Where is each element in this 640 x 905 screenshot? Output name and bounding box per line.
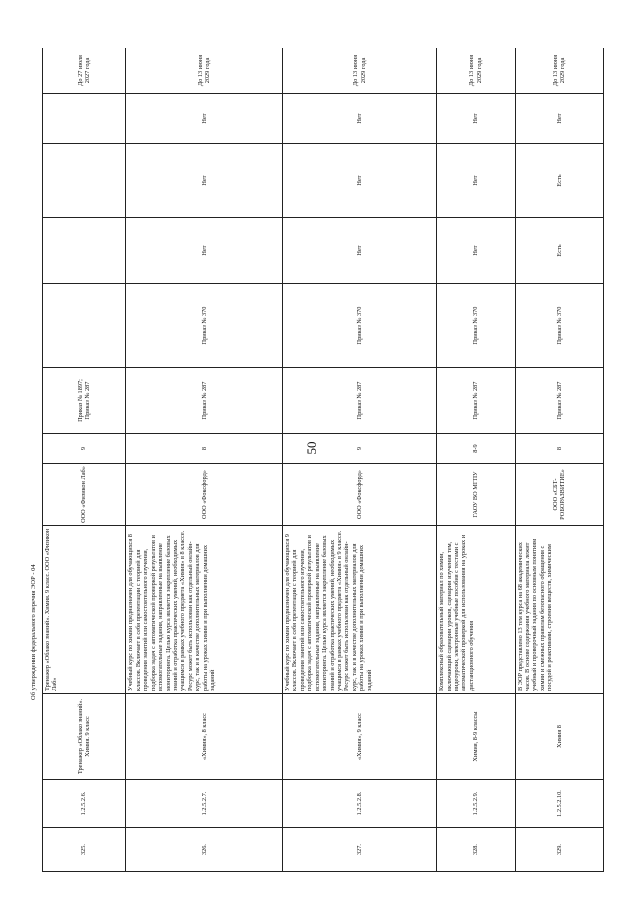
row-col-b: Нет: [126, 144, 283, 218]
row-order-2: Приказ № 370: [437, 284, 515, 368]
row-title: Химия 8: [515, 694, 603, 780]
row-code: 1.2.5.2.10.: [515, 780, 603, 828]
row-description: Тренажер «Облако знаний». Химия. 9 класс. ООО «Физикон Лаб»: [43, 526, 126, 694]
row-number: 325.: [43, 828, 126, 872]
row-code: 1.2.5.2.9.: [437, 780, 515, 828]
row-order-1: Приказ № 287: [437, 368, 515, 434]
row-description: Учебный курс по химии предназначен для обучающихся 8 классов. Включает в себя презентации с теорией для проведения занятий или самостоятельного изучения, подборка задач с автоматической проверкой результатов и вспомогательные задания, направленные на выявление мониторинга. Целью курса является закрепление базовых знаний и отработка практических умений, необходимых учащимся в рамках учебного предмета «Химия» в 8 классе. Ресурс может быть использован как отдельный онлайн-курс, так и в качестве дополнительных материалов для работы на уроках химии и при выполнении домашних заданий: [126, 526, 283, 694]
row-title: Тренажер «Облако знаний». Химия. 9 класс: [43, 694, 126, 780]
row-code: 1.2.5.2.7.: [126, 780, 283, 828]
row-description: Учебный курс по химии предназначен для обучающихся 9 классов. Включает в себя презентации с теорией для проведения занятий или самостоятельного изучения, подборка задач с автоматической проверкой результатов и вспомогательные задания, направленные на выявление мониторинга. Целью курса является закрепление базовых знаний и отработка практических умений, необходимых учащимся в рамках учебного предмета «Химия» в 9 классе. Ресурс может быть использован как отдельный онлайн-курс, так и в качестве дополнительных материалов для работы на уроках химии и при выполнении домашних заданий: [283, 526, 437, 694]
table-body: [43, 48, 604, 872]
row-date: До 27 июля 2027 года: [43, 48, 126, 94]
row-col-a: Нет: [437, 218, 515, 284]
row-code: 1.2.5.2.6.: [43, 780, 126, 828]
row-col-c: Нет: [437, 94, 515, 144]
row-order-1: Приказ № 287: [283, 368, 437, 434]
row-col-a: Нет: [283, 218, 437, 284]
row-order-2: Приказ № 370: [515, 284, 603, 368]
row-grade: 8: [126, 434, 283, 464]
table-row: [126, 48, 283, 872]
row-col-b: Нет: [437, 144, 515, 218]
row-number: 328.: [437, 828, 515, 872]
row-order-1: Приказ № 1897; Приказ № 287: [43, 368, 126, 434]
row-date: До 13 июня 2029 года: [437, 48, 515, 94]
row-col-b: Есть: [515, 144, 603, 218]
row-col-c: Нет: [515, 94, 603, 144]
rotated-table-container: [42, 48, 604, 872]
row-organization: ООО «СБТ-РОБОРАЗВИТИЕ»: [515, 464, 603, 526]
row-order-1: Приказ № 287: [126, 368, 283, 434]
row-grade: 8-9: [437, 434, 515, 464]
row-order-2: Приказ № 370: [283, 284, 437, 368]
row-organization: ГАОУ ВО МГПУ: [437, 464, 515, 526]
row-grade: 9: [283, 434, 437, 464]
row-order-2: [43, 284, 126, 368]
row-date: До 13 июня 2029 года: [283, 48, 437, 94]
table-row: [437, 48, 515, 872]
row-col-a: [43, 218, 126, 284]
row-col-c: [43, 94, 126, 144]
row-title: Химия, 8-9 классы: [437, 694, 515, 780]
row-col-b: [43, 144, 126, 218]
row-col-b: Нет: [283, 144, 437, 218]
row-order-2: Приказ № 370: [126, 284, 283, 368]
row-grade: 9: [43, 434, 126, 464]
table-frame: [42, 48, 604, 872]
row-title: «Химия», 8 класс: [126, 694, 283, 780]
row-organization: ООО «Физикон Лаб»: [43, 464, 126, 526]
row-col-a: Есть: [515, 218, 603, 284]
row-number: 327.: [283, 828, 437, 872]
row-col-c: Нет: [283, 94, 437, 144]
page-number: 50: [304, 441, 319, 455]
row-grade: 8: [515, 434, 603, 464]
row-order-1: Приказ № 287: [515, 368, 603, 434]
eor-table: [42, 48, 604, 872]
row-col-a: Нет: [126, 218, 283, 284]
row-number: 329.: [515, 828, 603, 872]
table-row: [283, 48, 437, 872]
row-date: До 13 июня 2029 года: [515, 48, 603, 94]
row-title: «Химия», 9 класс: [283, 694, 437, 780]
row-description: В ЭОР представлено 13 тем курса на 68 академических часов. В основе содержания учебного материала лежит учебный и проверочный задания по основным понятиям химии и смежных правилам безопасного обращения с посудой и реактивами, строения веществ, химическим: [515, 526, 603, 694]
row-organization: ООО «Фоксфорд»: [283, 464, 437, 526]
row-number: 326.: [126, 828, 283, 872]
row-code: 1.2.5.2.8.: [283, 780, 437, 828]
row-date: До 13 июня 2029 года: [126, 48, 283, 94]
table-row: [43, 48, 126, 872]
row-organization: ООО «Фоксфорд»: [126, 464, 283, 526]
footer-note: Об утверждении федерального перечня ЭОР - 04: [30, 564, 37, 700]
row-col-c: Нет: [126, 94, 283, 144]
row-description: Комплексный образовательный материал по химии, включающий сценарии уроков, сценарии изучения тем, видеоуроки, электронные учебные пособия с тестами с автоматической проверкой для использования на уроках и дистанционного обучения: [437, 526, 515, 694]
table-row: [515, 48, 603, 872]
